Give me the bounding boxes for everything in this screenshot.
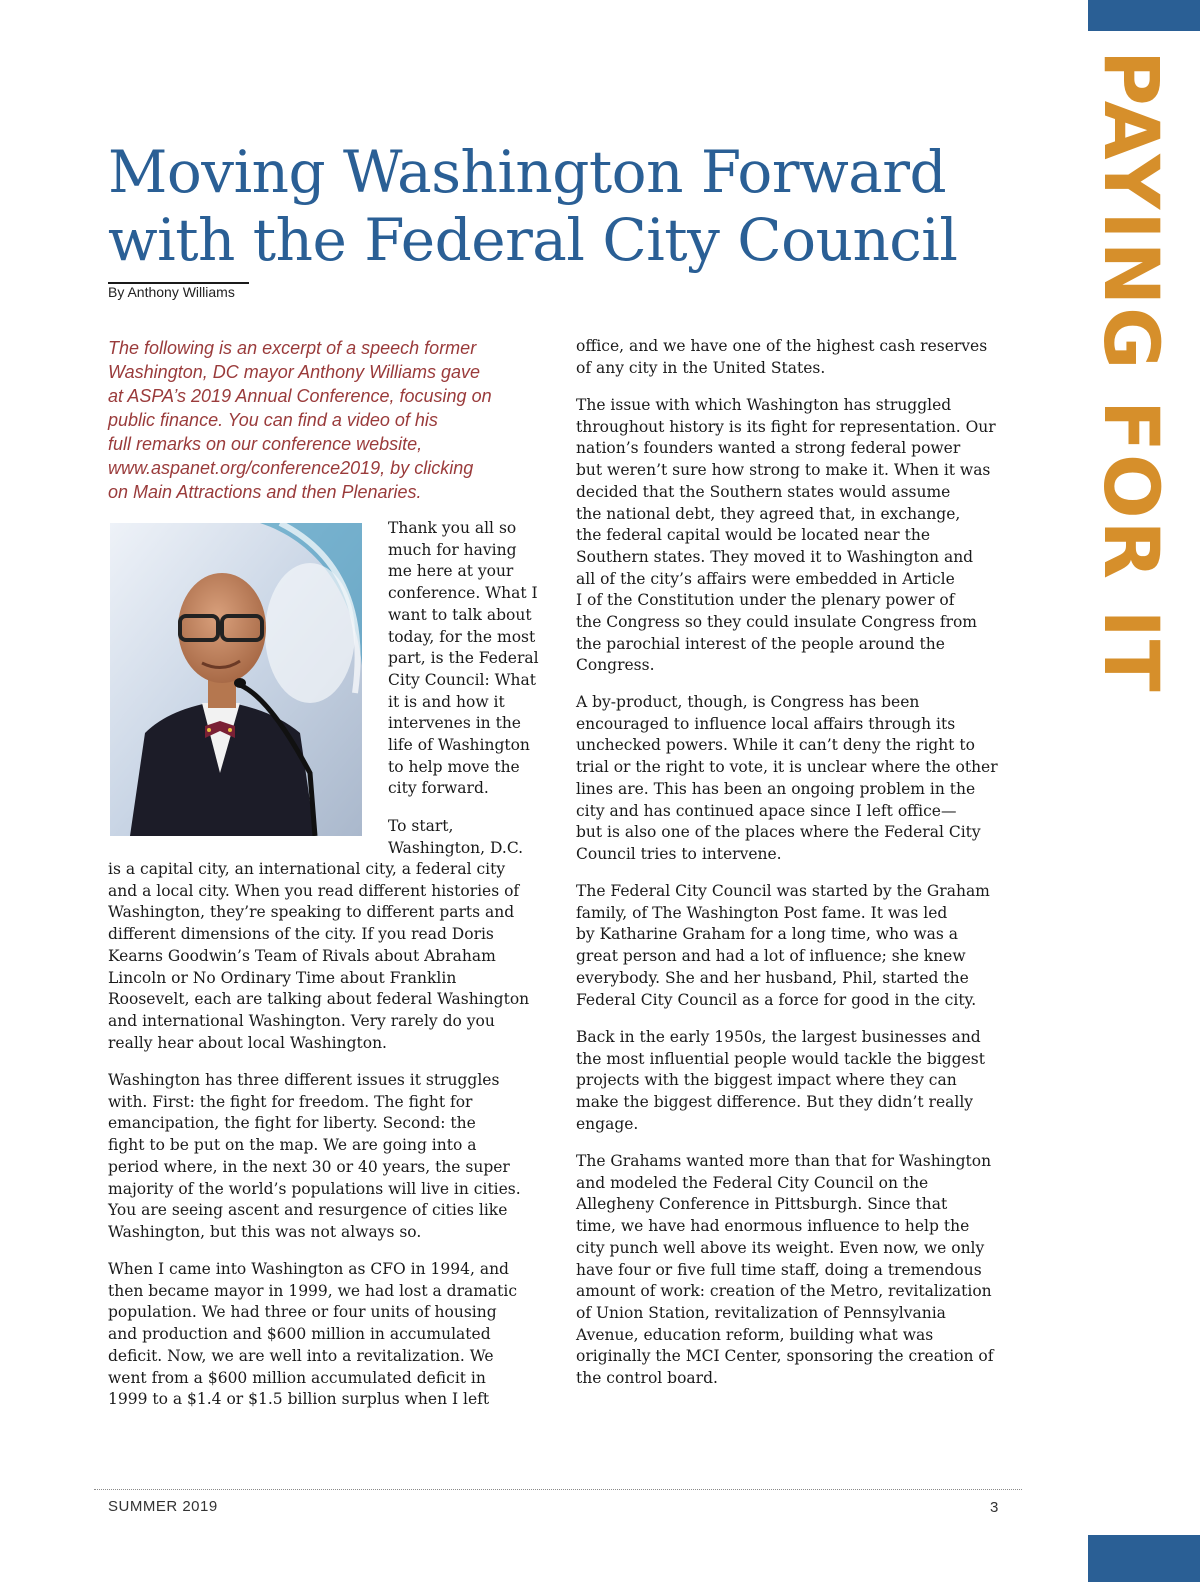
text-line: make the biggest difference. But they didn’t really	[576, 1093, 974, 1112]
text-line: nation’s founders wanted a strong federal power	[576, 439, 961, 458]
text-line: of any city in the United States.	[576, 358, 826, 377]
text-line: intervenes in the	[388, 714, 521, 733]
text-line: Thank you all so	[388, 519, 517, 537]
text-line: Washington, D.C.	[388, 838, 524, 857]
text-line: emancipation, the fight for liberty. Second: the	[108, 1114, 476, 1133]
article-title	[108, 138, 1048, 274]
text-line: Congress.	[576, 656, 655, 675]
text-line: The issue with which Washington has struggled	[576, 396, 952, 414]
text-line: The Federal City Council was started by the Graham	[576, 882, 990, 900]
text-line: fight to be put on the map. We are going into a	[108, 1136, 477, 1155]
text-line: time, we have had enormous influence to help the	[576, 1217, 970, 1236]
text-line: the control board.	[576, 1369, 718, 1388]
text-line: engage.	[576, 1114, 639, 1133]
text-line: You are seeing ascent and resurgence of cities like	[108, 1201, 508, 1220]
intro-line: Washington, DC mayor Anthony Williams gave	[108, 362, 480, 382]
text-line: period where, in the next 30 or 40 years, the super	[108, 1157, 510, 1176]
text-line: really hear about local Washington.	[108, 1033, 387, 1052]
speaker-photo-illustration	[110, 523, 362, 836]
intro-line: www.aspanet.org/conference2019, by clicking	[108, 458, 474, 478]
text-line: unchecked powers. While it can’t deny the right to	[576, 736, 975, 755]
right-paragraph-6	[576, 1151, 1016, 1390]
right-paragraph-4	[576, 881, 1016, 1011]
text-line: Back in the early 1950s, the largest businesses and	[576, 1028, 981, 1046]
text-line: office, and we have one of the highest cash reserves	[576, 337, 988, 355]
text-line: Southern states. They moved it to Washington and	[576, 547, 974, 566]
text-line: to help move the	[388, 757, 520, 776]
text-line: trial or the right to vote, it is unclear where the other	[576, 758, 998, 777]
text-line: today, for the most	[388, 627, 536, 646]
text-line: To start,	[388, 817, 454, 835]
text-line: I of the Constitution under the plenary power of	[576, 591, 955, 610]
text-line: family, of The Washington Post fame. It was led	[576, 903, 948, 922]
text-line: but is also one of the places where the Federal City	[576, 823, 981, 842]
text-line: Washington, but this was not always so.	[108, 1222, 422, 1241]
intro-line: on Main Attractions and then Plenaries.	[108, 482, 422, 502]
text-line: decided that the Southern states would assume	[576, 482, 951, 501]
text-line: Lincoln or No Ordinary Time about Franklin	[108, 968, 457, 987]
text-line: of Union Station, revitalization of Pennsylvania	[576, 1303, 946, 1322]
text-line: me here at your	[388, 562, 514, 581]
title-line: with the Federal City Council	[108, 206, 958, 274]
text-line: all of the city’s affairs were embedded in Article	[576, 569, 955, 588]
section-label: PAYING FOR IT	[1087, 50, 1176, 694]
text-line: When I came into Washington as CFO in 1994, and	[108, 1260, 509, 1278]
text-line: Kearns Goodwin’s Team of Rivals about Abraham	[108, 946, 496, 965]
text-line: city forward.	[388, 779, 489, 798]
text-line: City Council: What	[388, 670, 537, 689]
text-line: went from a $600 million accumulated deficit in	[108, 1368, 486, 1387]
text-line: different dimensions of the city. If you read Doris	[108, 925, 494, 944]
text-line: deficit. Now, we are well into a revitalization. We	[108, 1346, 494, 1365]
text-line: conference. What I	[388, 584, 538, 603]
second-paragraph-start	[388, 816, 523, 859]
page-number: 3	[990, 1499, 999, 1516]
text-line: with. First: the fight for freedom. The fight for	[108, 1092, 473, 1111]
right-paragraph-3	[576, 692, 1016, 866]
text-line: Council tries to intervene.	[576, 844, 782, 863]
text-line: and international Washington. Very rarely do you	[108, 1011, 495, 1030]
text-line: lines are. This has been an ongoing problem in the	[576, 779, 976, 798]
footer-divider	[94, 1489, 1022, 1490]
text-line: want to talk about	[388, 605, 532, 624]
byline: By Anthony Williams	[108, 284, 235, 300]
text-line: the federal capital would be located near the	[576, 526, 930, 545]
text-line: originally the MCI Center, sponsoring the creation of	[576, 1347, 994, 1366]
text-line: and modeled the Federal City Council on the	[576, 1173, 929, 1192]
right-paragraph-2	[576, 395, 1016, 677]
top-accent-bar	[1088, 0, 1200, 31]
right-paragraph-1	[576, 336, 1016, 379]
intro-line: at ASPA’s 2019 Annual Conference, focusing on	[108, 386, 492, 406]
text-line: projects with the biggest impact where they can	[576, 1071, 957, 1090]
text-line: A by-product, though, is Congress has been	[576, 693, 920, 711]
left-paragraph-3	[108, 1259, 552, 1411]
intro-paragraph	[108, 336, 548, 504]
text-line: the national debt, they agreed that, in exchange,	[576, 504, 961, 523]
text-line: and production and $600 million in accumulated	[108, 1325, 491, 1344]
bottom-accent-bar	[1088, 1535, 1200, 1582]
title-line: Moving Washington Forward	[108, 138, 947, 206]
text-line: city punch well above its weight. Even now, we only	[576, 1238, 985, 1257]
intro-line: The following is an excerpt of a speech former	[108, 338, 477, 358]
left-paragraph-1	[108, 859, 552, 1054]
text-line: the Congress so they could insulate Congress from	[576, 613, 978, 632]
text-line: 1999 to a $1.4 or $1.5 billion surplus when I left	[108, 1390, 490, 1409]
text-line: The Grahams wanted more than that for Washington	[576, 1152, 992, 1170]
intro-line: public finance. You can find a video of his	[108, 410, 438, 430]
text-line: by Katharine Graham for a long time, who was a	[576, 925, 958, 944]
issue-label: SUMMER 2019	[108, 1498, 218, 1515]
text-line: Roosevelt, each are talking about federal Washington	[108, 990, 530, 1009]
text-line: great person and had a lot of influence; she knew	[576, 947, 966, 966]
speaker-photo	[110, 523, 362, 836]
text-line: much for having	[388, 540, 517, 559]
text-line: amount of work: creation of the Metro, revitalization	[576, 1282, 992, 1301]
text-line: it is and how it	[388, 692, 505, 711]
text-line: is a capital city, an international city, a federal city	[108, 860, 506, 878]
text-line: Washington has three different issues it struggles	[108, 1071, 500, 1089]
text-line: then became mayor in 1999, we had lost a dramatic	[108, 1281, 518, 1300]
text-line: population. We had three or four units of housing	[108, 1303, 497, 1322]
text-line: the most influential people would tackle the biggest	[576, 1049, 985, 1068]
text-line: part, is the Federal	[388, 649, 539, 668]
text-line: throughout history is its fight for representation. Our	[576, 417, 996, 436]
text-line: Avenue, education reform, building what was	[576, 1325, 934, 1344]
text-line: have four or five full time staff, doing a tremendous	[576, 1260, 982, 1279]
text-line: everybody. She and her husband, Phil, started the	[576, 968, 969, 987]
intro-line: full remarks on our conference website,	[108, 434, 423, 454]
text-line: majority of the world’s populations will live in cities.	[108, 1179, 521, 1198]
text-line: Washington, they’re speaking to different parts and	[108, 903, 515, 922]
text-line: Federal City Council as a force for good in the city.	[576, 990, 977, 1009]
left-paragraph-2	[108, 1070, 552, 1244]
text-line: encouraged to influence local affairs through its	[576, 714, 956, 733]
text-line: city and has continued apace since I left office—	[576, 801, 957, 820]
opening-paragraph	[388, 518, 539, 800]
text-line: but weren’t sure how strong to make it. When it was	[576, 461, 991, 480]
right-paragraph-5	[576, 1027, 1016, 1136]
text-line: the parochial interest of the people around the	[576, 634, 945, 653]
text-line: and a local city. When you read different histories of	[108, 881, 520, 900]
text-line: life of Washington	[388, 736, 530, 755]
text-line: Allegheny Conference in Pittsburgh. Since that	[576, 1195, 948, 1214]
